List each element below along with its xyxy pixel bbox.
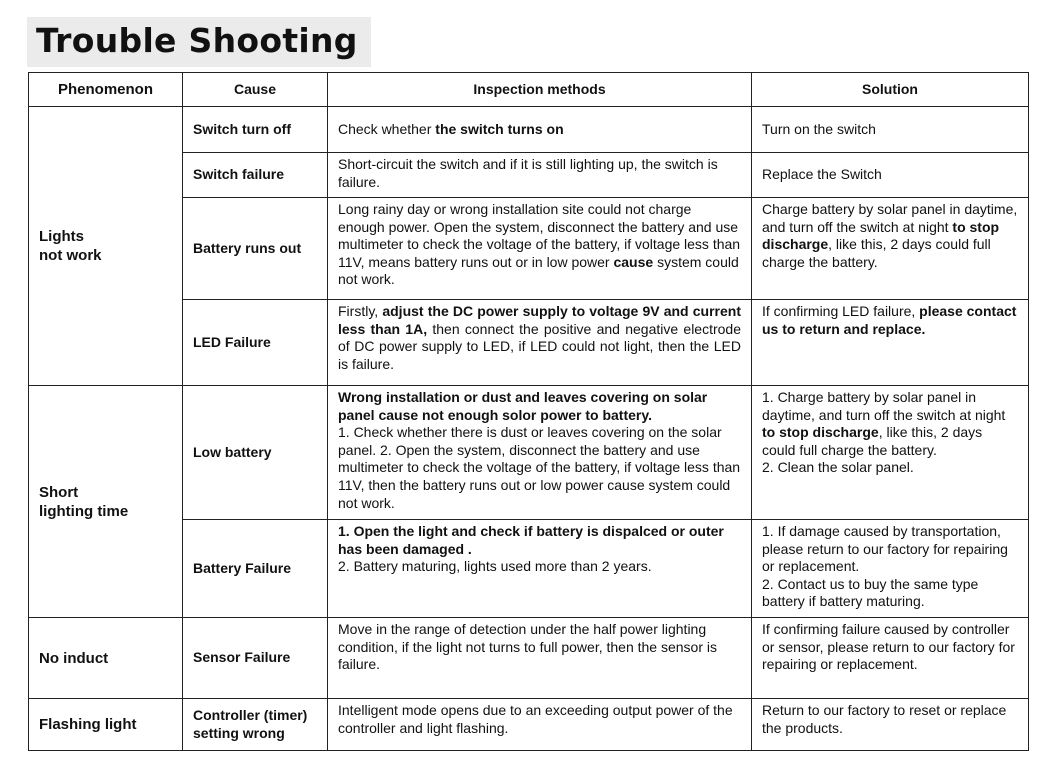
solution-cell: Return to our factory to reset or replace the products. (752, 699, 1029, 751)
solution-cell (752, 386, 1029, 520)
cause-cell: Sensor Failure (183, 618, 328, 699)
inspection-text: Firstly, (338, 303, 383, 319)
solution-text: Charge battery by solar panel in daytime, and turn off the switch at night (762, 201, 1018, 235)
solution-bold-text: to stop discharge (762, 218, 1000, 253)
cause-cell: Battery Failure (183, 520, 328, 618)
phenomenon-line: not work (39, 247, 102, 264)
solution-text: , like this, 2 days could full charge the battery. (762, 236, 991, 270)
phenomenon-flashing-light: Flashing light (29, 699, 183, 751)
solution-text: 2. Clean the solar panel. (762, 459, 914, 476)
solution-cell: Replace the Switch (752, 153, 1029, 198)
header-cause: Cause (183, 73, 328, 107)
inspection-cell: Move in the range of detection under the half power lighting condition, if the light not turns to full power, then the sensor is failure. (328, 618, 752, 699)
inspection-cell (328, 198, 752, 300)
inspection-text: Check whether (338, 120, 436, 137)
inspection-bold-text: the switch turns on (435, 120, 564, 137)
inspection-text: Long rainy day or wrong installation site could not charge enough power. Open the system, disconnect the battery and use multimeter to check the voltage of the battery, if voltage less than 11V, means battery runs out or in low power (338, 201, 741, 270)
solution-text: If confirming LED failure, (762, 303, 920, 319)
phenomenon-short-lighting-time (29, 386, 183, 618)
inspection-cell (328, 386, 752, 520)
inspection-cell: Short-circuit the switch and if it is still lighting up, the switch is failure. (328, 153, 752, 198)
cause-line: setting wrong (193, 724, 285, 741)
solution-cell: Turn on the switch (752, 107, 1029, 153)
cause-cell: Switch failure (183, 153, 328, 198)
solution-text: 2. Contact us to buy the same type battery if battery maturing. (762, 575, 979, 610)
header-row (29, 73, 1029, 107)
inspection-text: 2. Battery maturing, lights used more than 2 years. (338, 558, 652, 575)
phenomenon-line: Short (39, 483, 79, 501)
inspection-bold-text: cause (613, 253, 654, 270)
inspection-text: 1. Check whether there is dust or leaves covering on the solar panel. 2. Open the system, disconnect the battery and use multimeter to check the voltage of the battery, if voltage less than 11V, then the battery runs out or low power cause system could not work. (338, 424, 741, 511)
solution-text: , like this, 2 days could full charge the battery. (762, 424, 983, 458)
solution-text: 1. If damage caused by transportation, please return to our factory for repairing or replacement. (762, 523, 1008, 575)
phenomenon-no-induct: No induct (29, 618, 183, 699)
cause-line: Controller (timer) (193, 706, 308, 723)
inspection-text: then connect the positive and negative electrode of DC power supply to LED, if LED could not light, then the LED is failure. (338, 320, 741, 372)
cause-cell (183, 699, 328, 751)
solution-text: 1. Charge battery by solar panel in daytime, and turn off the switch at night (762, 389, 1006, 423)
inspection-bold-text: adjust the DC power supply to voltage 9V and current less than 1A, (338, 303, 741, 337)
cause-cell: LED Failure (183, 300, 328, 386)
header-phenomenon: Phenomenon (29, 73, 183, 107)
table-row (29, 699, 1029, 751)
solution-cell (752, 520, 1029, 618)
cause-cell: Low battery (183, 386, 328, 520)
table-row (29, 618, 1029, 699)
inspection-cell: Intelligent mode opens due to an exceeding output power of the controller and light flashing. (328, 699, 752, 751)
page-title: Trouble Shooting (36, 21, 358, 60)
phenomenon-line: lighting time (39, 502, 129, 520)
cause-cell: Battery runs out (183, 198, 328, 300)
table-row (29, 386, 1029, 520)
solution-bold-text: please contact us to return and replace. (762, 303, 1017, 337)
title-banner (27, 17, 371, 67)
header-inspection: Inspection methods (328, 73, 752, 107)
inspection-cell (328, 107, 752, 153)
inspection-bold-text: 1. Open the light and check if battery is dispalced or outer has been damaged . (338, 523, 724, 557)
header-solution: Solution (752, 73, 1029, 107)
cause-cell: Switch turn off (183, 107, 328, 153)
solution-cell (752, 300, 1029, 386)
inspection-cell (328, 300, 752, 386)
troubleshooting-table (28, 72, 1029, 751)
solution-cell: If confirming failure caused by controller or sensor, please return to our factory for repairing or replacement. (752, 618, 1029, 699)
inspection-cell (328, 520, 752, 618)
inspection-bold-text: Wrong installation or dust and leaves covering on solar panel cause not enough solor power to battery. (338, 389, 708, 423)
inspection-text: system could not work. (338, 253, 739, 288)
solution-cell (752, 198, 1029, 300)
phenomenon-line: Lights (39, 228, 84, 245)
solution-bold-text: to stop discharge (762, 424, 879, 441)
phenomenon-lights-not-work (29, 107, 183, 386)
table-row (29, 107, 1029, 153)
